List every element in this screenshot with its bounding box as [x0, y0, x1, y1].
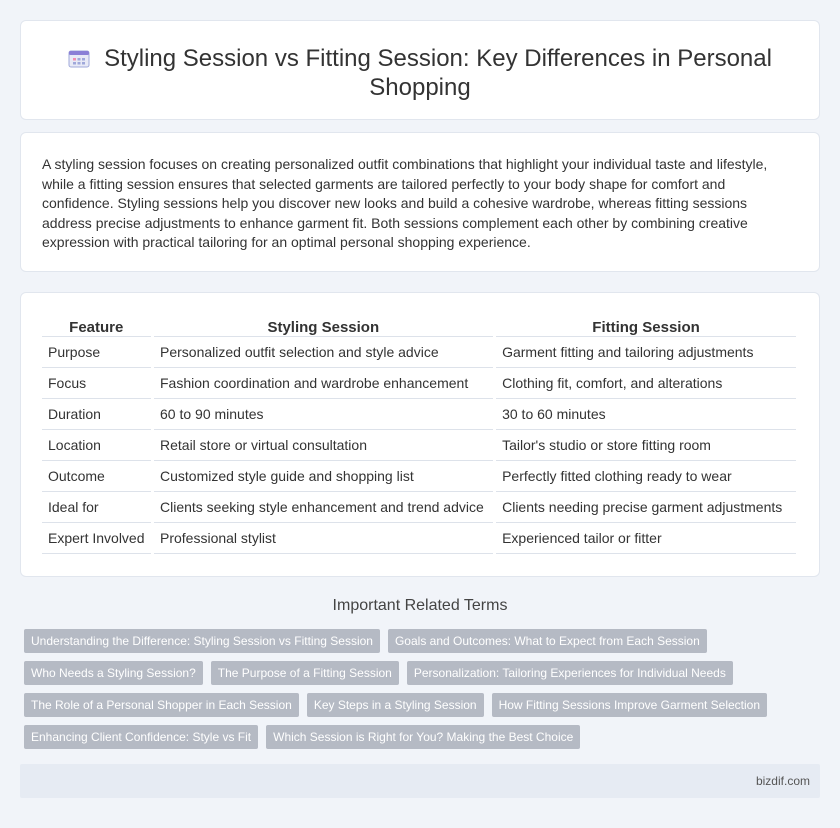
- footer: [20, 764, 820, 798]
- comparison-table-card: [20, 292, 820, 577]
- table-cell-styling: Fashion coordination and wardrobe enhancement: [154, 368, 493, 399]
- table-row: [42, 492, 796, 523]
- related-term-tag[interactable]: Personalization: Tailoring Experiences for Individual Needs: [407, 661, 733, 685]
- tag-row: [24, 693, 824, 717]
- table-cell-fitting: Tailor's studio or store fitting room: [496, 430, 796, 461]
- header-feature: Feature: [42, 314, 151, 337]
- table-cell-fitting: Clothing fit, comfort, and alterations: [496, 368, 796, 399]
- table-cell-styling: Personalized outfit selection and style advice: [154, 337, 493, 368]
- header-styling-session: Styling Session: [154, 314, 493, 337]
- calendar-icon: [68, 48, 90, 68]
- related-term-tag[interactable]: How Fitting Sessions Improve Garment Selection: [492, 693, 767, 717]
- intro-card: [20, 132, 820, 272]
- page-title-wrap: [21, 44, 819, 102]
- title-card: [20, 20, 820, 120]
- related-term-tag[interactable]: Which Session is Right for You? Making the Best Choice: [266, 725, 580, 749]
- table-row: [42, 368, 796, 399]
- table-cell-styling: Customized style guide and shopping list: [154, 461, 493, 492]
- related-term-tag[interactable]: The Role of a Personal Shopper in Each Session: [24, 693, 299, 717]
- table-cell-feature: Duration: [42, 399, 151, 430]
- table-row: [42, 337, 796, 368]
- table-cell-styling: Clients seeking style enhancement and trend advice: [154, 492, 493, 523]
- table-cell-feature: Focus: [42, 368, 151, 399]
- related-term-tag[interactable]: Who Needs a Styling Session?: [24, 661, 203, 685]
- table-cell-feature: Location: [42, 430, 151, 461]
- table-row: [42, 430, 796, 461]
- page-title: Styling Session vs Fitting Session: Key Differences in Personal Shopping: [104, 45, 772, 101]
- table-row: [42, 523, 796, 554]
- table-cell-styling: 60 to 90 minutes: [154, 399, 493, 430]
- table-cell-styling: Professional stylist: [154, 523, 493, 554]
- related-term-tag[interactable]: The Purpose of a Fitting Session: [211, 661, 399, 685]
- table-cell-styling: Retail store or virtual consultation: [154, 430, 493, 461]
- related-term-tag[interactable]: Goals and Outcomes: What to Expect from Each Session: [388, 629, 707, 653]
- table-cell-feature: Expert Involved: [42, 523, 151, 554]
- related-term-tag[interactable]: Enhancing Client Confidence: Style vs Fit: [24, 725, 258, 749]
- tag-row: [24, 661, 824, 685]
- related-terms-tags: [24, 629, 824, 757]
- table-cell-feature: Ideal for: [42, 492, 151, 523]
- table-cell-feature: Outcome: [42, 461, 151, 492]
- table-cell-fitting: Garment fitting and tailoring adjustments: [496, 337, 796, 368]
- comparison-table: [42, 314, 796, 554]
- tag-row: [24, 629, 824, 653]
- table-cell-fitting: Clients needing precise garment adjustments: [496, 492, 796, 523]
- table-cell-fitting: Perfectly fitted clothing ready to wear: [496, 461, 796, 492]
- table-cell-feature: Purpose: [42, 337, 151, 368]
- table-row: [42, 461, 796, 492]
- table-cell-fitting: 30 to 60 minutes: [496, 399, 796, 430]
- table-header-row: [42, 314, 796, 337]
- related-term-tag[interactable]: Understanding the Difference: Styling Session vs Fitting Session: [24, 629, 380, 653]
- header-fitting-session: Fitting Session: [496, 314, 796, 337]
- related-term-tag[interactable]: Key Steps in a Styling Session: [307, 693, 484, 717]
- related-terms-title: Important Related Terms: [332, 597, 508, 614]
- tag-row: [24, 725, 824, 749]
- table-row: [42, 399, 796, 430]
- table-cell-fitting: Experienced tailor or fitter: [496, 523, 796, 554]
- footer-site[interactable]: bizdif.com: [755, 774, 810, 788]
- intro-paragraph: A styling session focuses on creating personalized outfit combinations that highlight your individual taste and lifestyle, while a fitting session ensures that selected garments are tailored perfectly to your body shape for comfort and confidence. Styling sessions help you discover new looks and build a cohesive wardrobe, whereas fitting sessions address precise adjustments to enhance garment fit. Both sessions complement each other by combining creative expression with practical tailoring for an optimal personal shopping experience.: [42, 156, 768, 250]
